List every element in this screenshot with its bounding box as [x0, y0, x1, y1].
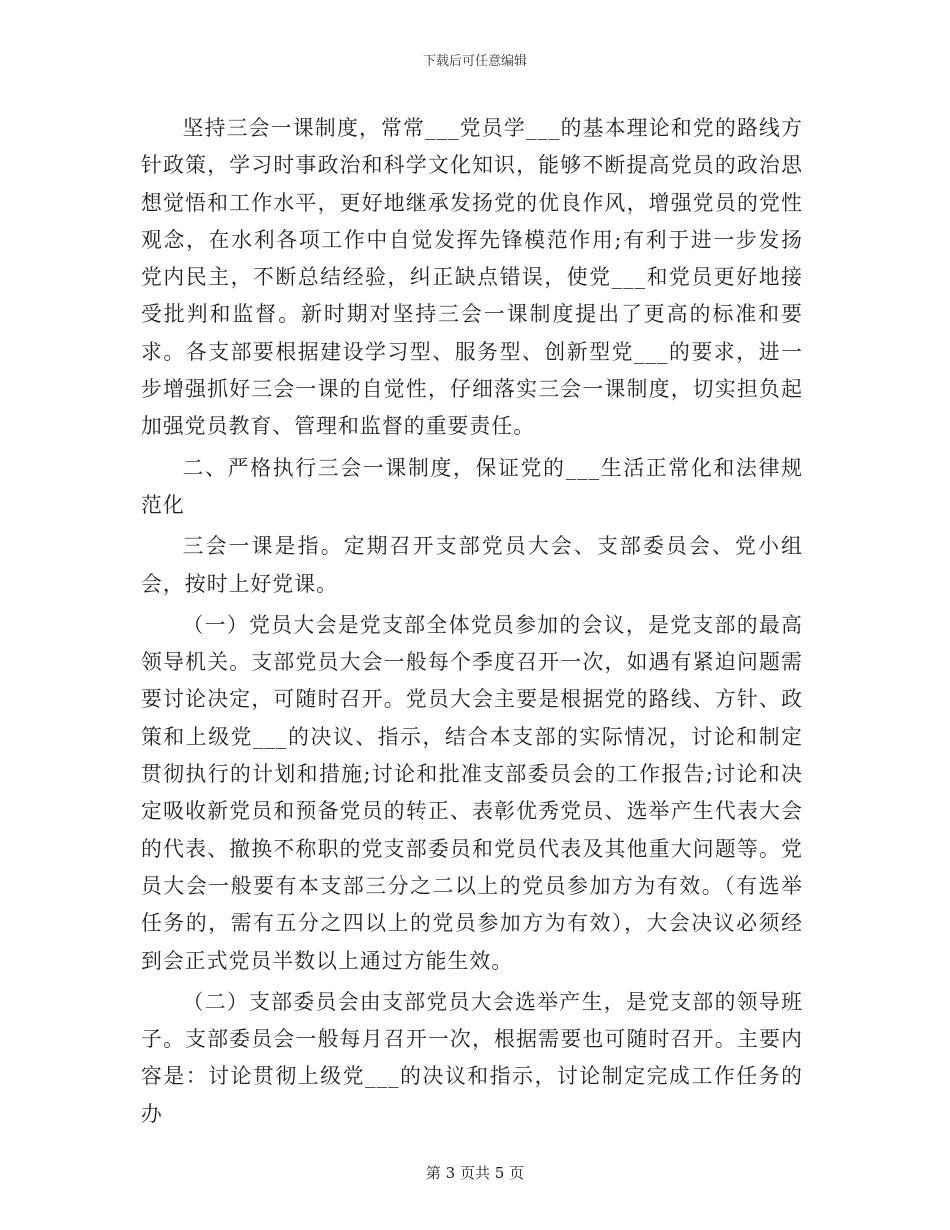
paragraph-party-study: 坚持三会一课制度，常常___党员学___的基本理论和党的路线方针政策，学习时事政治和科学文化知识，能够不断提高党员的政治思想觉悟和工作水平，更好地继承发扬党的优良作风，增强党员的党性观念，在水利各项工作中自觉发挥先锋模范作用;有利于进一步发扬党内民主，不断总结经验，纠正缺点错误，使党___和党员更好地接受批判和监督。新时期对坚持三会一课制度提出了更高的标准和要求。各支部要根据建设学习型、服务型、创新型党___的要求，进一步增强抓好三会一课的自觉性，仔细落实三会一课制度，切实担负起加强党员教育、管理和监督的重要责任。	[141, 116, 803, 439]
page-header: 下载后可任意编辑	[422, 54, 527, 69]
page-number: 第 3 页共 5 页	[425, 1164, 525, 1182]
document-body	[141, 110, 803, 1133]
paragraph-member-congress: （一）党员大会是党支部全体党员参加的会议，是党支部的最高领导机关。支部党员大会一般每个季度召开一次，如遇有紧迫问题需要讨论决定，可随时召开。党员大会主要是根据党的路线、方针、政策和上级党___的决议、指示，结合本支部的实际情况，讨论和制定贯彻执行的计划和措施;讨论和批准支部委员会的工作报告;讨论和决定吸收新党员和预备党员的转正、表彰优秀党员、选举产生代表大会的代表、撤换不称职的党支部委员和党员代表及其他重大问题等。党员大会一般要有本支部三分之二以上的党员参加方为有效。（有选举任务的，需有五分之四以上的党员参加方为有效），大会决议必须经到会正式党员半数以上通过方能生效。	[141, 612, 803, 973]
section-heading-two: 二、严格执行三会一课制度，保证党的___生活正常化和法律规范化	[141, 455, 803, 517]
paragraph-branch-committee: （二）支部委员会由支部党员大会选举产生，是党支部的领导班子。支部委员会一般每月召开一次，根据需要也可随时召开。主要内容是：讨论贯彻上级党___的决议和指示，讨论制定完成工作任务的办	[141, 989, 803, 1126]
paragraph-definition: 三会一课是指。定期召开支部党员大会、支部委员会、党小组会，按时上好党课。	[141, 534, 803, 596]
